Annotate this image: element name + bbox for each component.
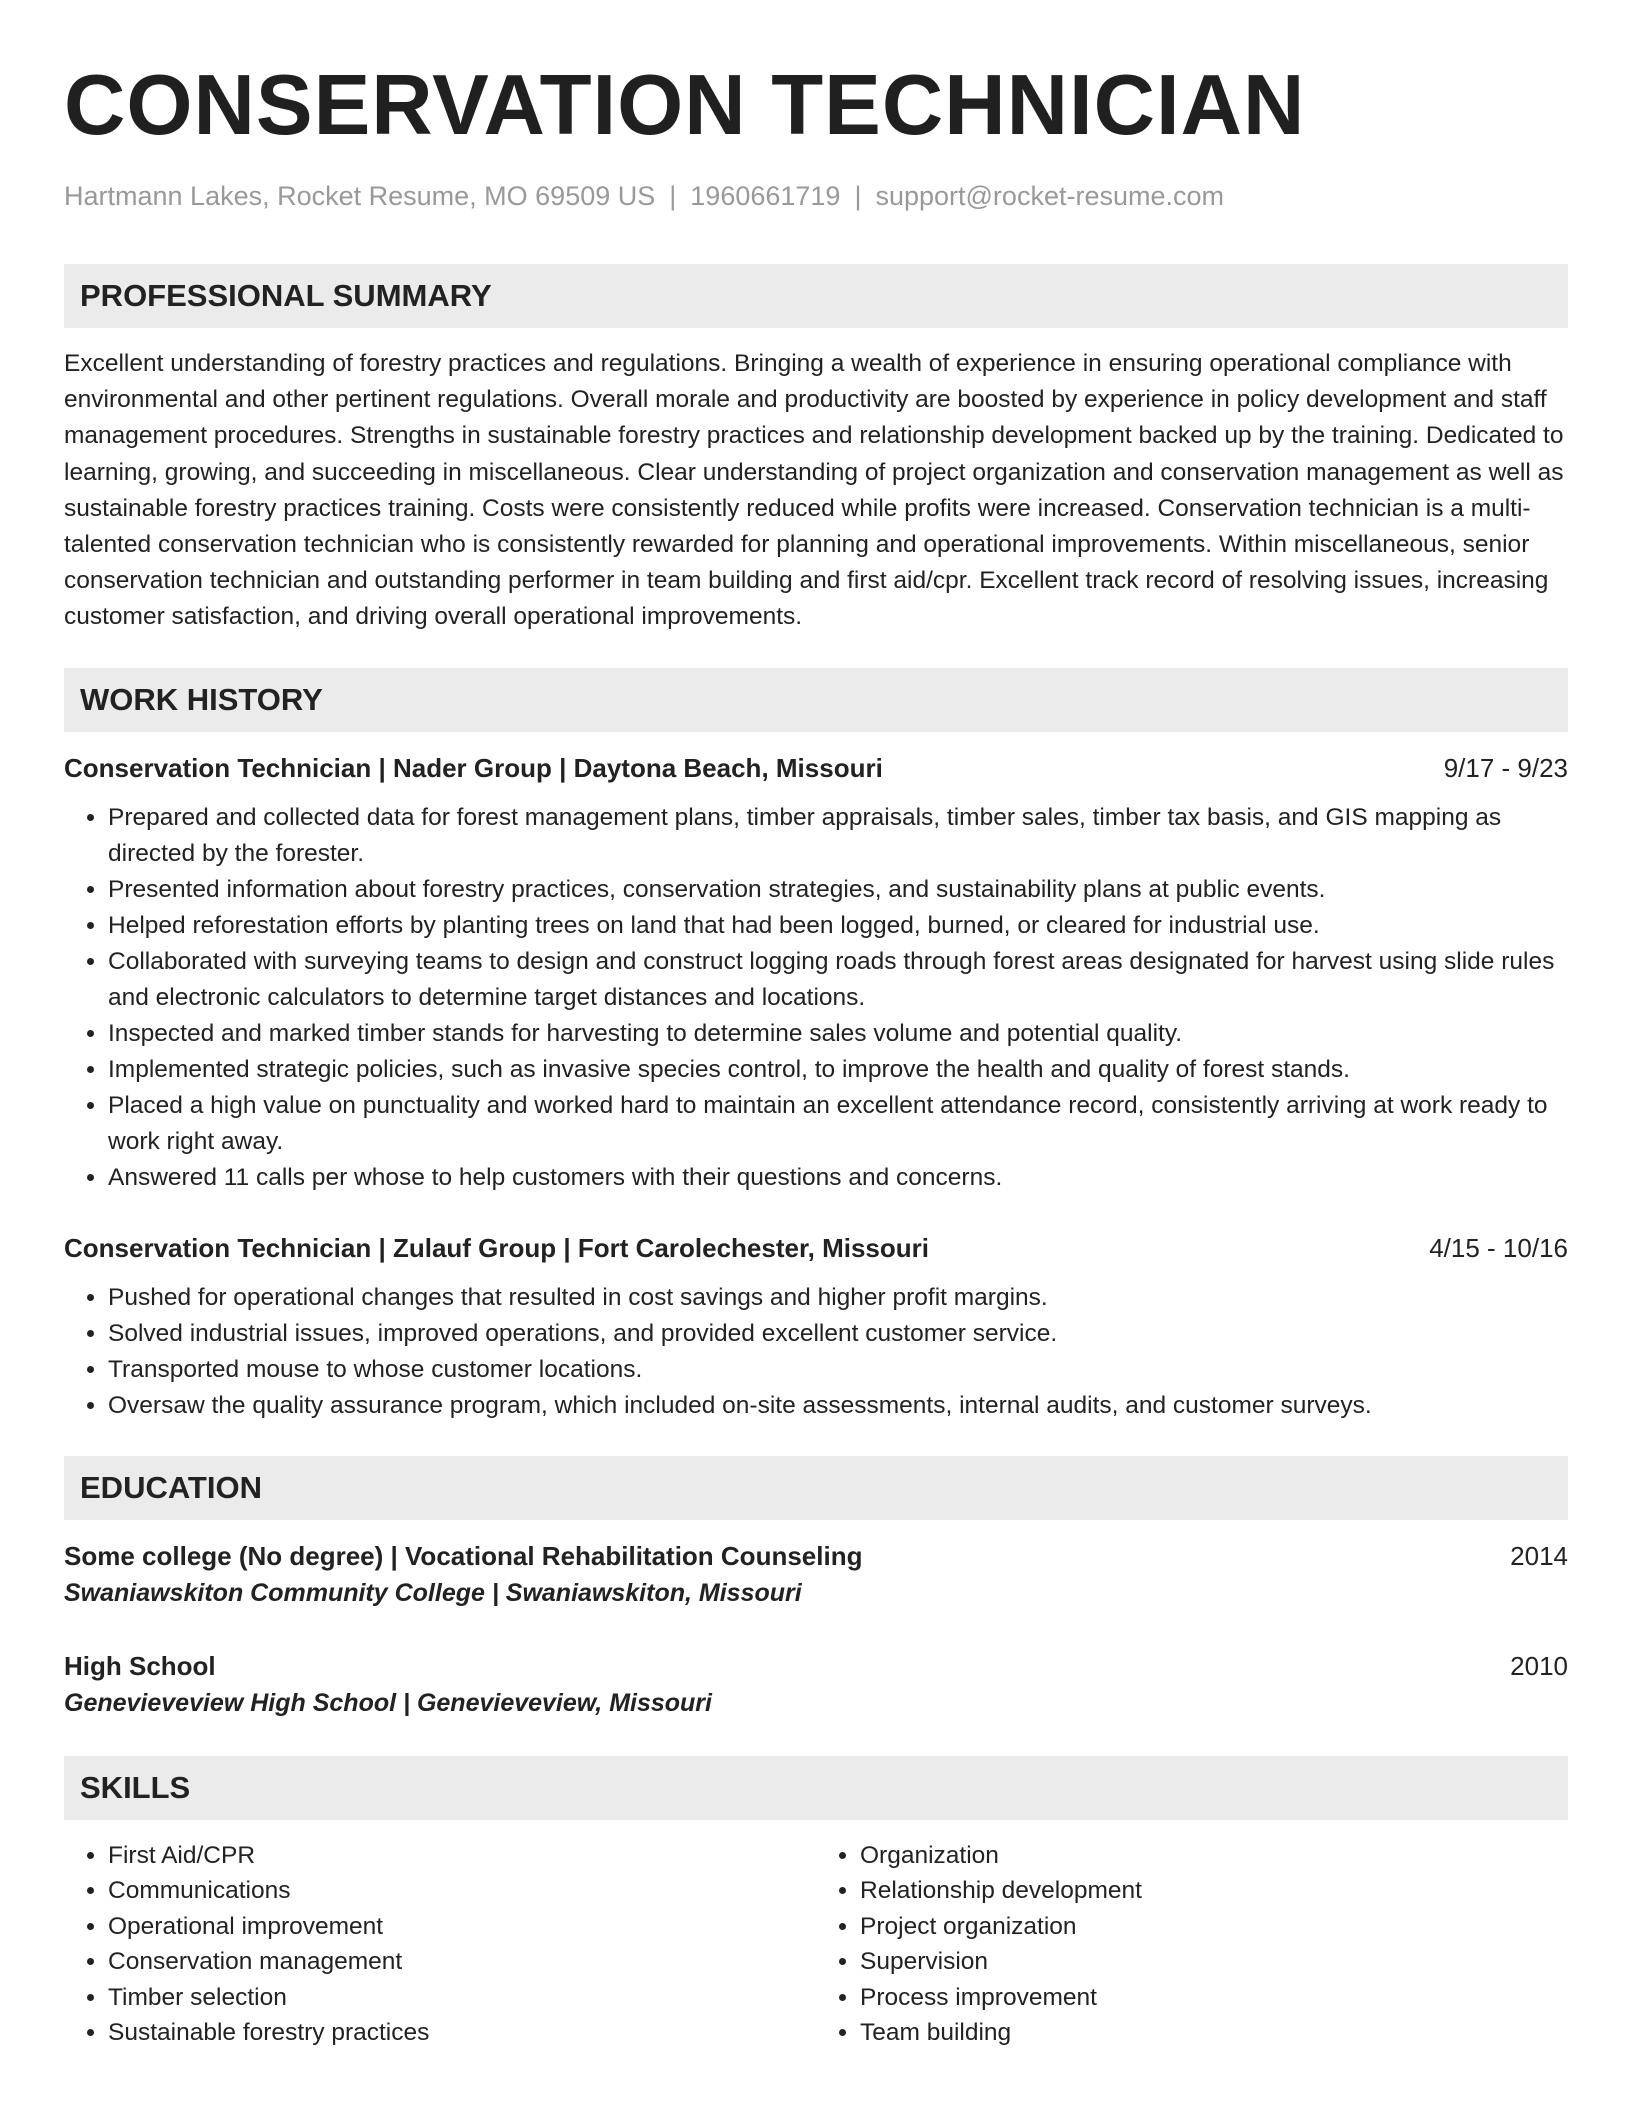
job-bullet: • Helped reforestation efforts by planting trees on land that had been logged, burned, or cleared for industrial use. [108, 908, 1568, 944]
resume-name: CONSERVATION TECHNICIAN [64, 58, 1306, 153]
skills-list-right [816, 1838, 1568, 2051]
education-year: 2014 [1510, 1540, 1568, 1571]
job-bullet: • Pushed for operational changes that resulted in cost savings and higher profit margins. [108, 1280, 1568, 1316]
skill-item: • Process improvement [860, 1980, 1568, 2016]
skill-item: • Communications [108, 1873, 816, 1909]
education-school: Swaniawskiton Community College | Swaniawskiton, Missouri [64, 1578, 802, 1607]
job-bullet: • Prepared and collected data for forest management plans, timber appraisals, timber sales, timber tax basis, and GIS mapping as directed by the forester. [108, 800, 1568, 872]
job-dates: 4/15 - 10/16 [1429, 1232, 1568, 1263]
job-bullet: • Collaborated with surveying teams to design and construct logging roads through forest areas designated for harvest using slide rules and electronic calculators to determine target distances and locations. [108, 944, 1568, 1016]
section-header-skills: SKILLS [64, 1756, 1568, 1820]
job-entry [64, 1230, 1568, 1424]
education-entry [64, 1538, 1568, 1612]
job-bullet-list [64, 1280, 1568, 1424]
summary-text: Excellent understanding of forestry practices and regulations. Bringing a wealth of experience in ensuring operational compliance with environmental and other pertinent regulations. Overall morale and productivity are boosted by experience in policy development and staff management procedures. Strengths in sustainable forestry practices and relationship development backed up by the training. Dedicated to learning, growing, and succeeding in miscellaneous. Clear understanding of project organization and conservation management as well as sustainable forestry practices training. Costs were consistently reduced while profits were increased. Conservation technician is a multi-talented conservation technician who is consistently rewarded for planning and operational improvements. Within miscellaneous, senior conservation technician and outstanding performer in team building and first aid/cpr. Excellent track record of resolving issues, increasing customer satisfaction, and driving overall operational improvements. [64, 350, 1564, 631]
section-header-summary: PROFESSIONAL SUMMARY [64, 264, 1568, 328]
contact-phone: 1960661719 [690, 181, 841, 211]
job-entry [64, 750, 1568, 1196]
job-bullet: • Implemented strategic policies, such as invasive species control, to improve the health and quality of forest stands. [108, 1052, 1568, 1088]
skill-item: • Conservation management [108, 1944, 816, 1980]
contact-address: Hartmann Lakes, Rocket Resume, MO 69509 US [64, 181, 656, 211]
job-bullet: • Inspected and marked timber stands for harvesting to determine sales volume and potential quality. [108, 1016, 1568, 1052]
contact-email[interactable]: support@rocket-resume.com [875, 181, 1224, 211]
skills-list-left [64, 1838, 816, 2051]
skill-item: • First Aid/CPR [108, 1838, 816, 1874]
skill-item: • Operational improvement [108, 1909, 816, 1945]
job-bullet: • Answered 11 calls per whose to help customers with their questions and concerns. [108, 1160, 1568, 1196]
job-bullet-list [64, 800, 1568, 1196]
section-header-work-history: WORK HISTORY [64, 668, 1568, 732]
job-dates: 9/17 - 9/23 [1443, 752, 1568, 783]
contact-separator: | [669, 181, 677, 211]
section-header-education: EDUCATION [64, 1456, 1568, 1520]
education-entry [64, 1648, 1568, 1722]
education-degree: Some college (No degree) | Vocational Rehabilitation Counseling [64, 1540, 863, 1571]
education-school: Genevieveview High School | Genevieveview, Missouri [64, 1688, 712, 1717]
contact-separator: | [854, 181, 862, 211]
education-header [64, 1538, 1568, 1574]
skill-item: • Organization [860, 1838, 1568, 1874]
skill-item: • Supervision [860, 1944, 1568, 1980]
skill-item: • Team building [860, 2015, 1568, 2051]
job-header [64, 1230, 1568, 1266]
skill-item: • Relationship development [860, 1873, 1568, 1909]
contact-line [64, 178, 1568, 214]
skill-item: • Project organization [860, 1909, 1568, 1945]
education-header [64, 1648, 1568, 1684]
job-bullet: • Presented information about forestry practices, conservation strategies, and sustainability plans at public events. [108, 872, 1568, 908]
job-bullet: • Placed a high value on punctuality and worked hard to maintain an excellent attendance record, consistently arriving at work ready to work right away. [108, 1088, 1568, 1160]
job-bullet: • Transported mouse to whose customer locations. [108, 1352, 1568, 1388]
job-title: Conservation Technician | Zulauf Group | Fort Carolechester, Missouri [64, 1232, 929, 1263]
skill-item: • Timber selection [108, 1980, 816, 2016]
job-title: Conservation Technician | Nader Group | Daytona Beach, Missouri [64, 752, 883, 783]
job-header [64, 750, 1568, 786]
education-degree: High School [64, 1650, 216, 1681]
job-bullet: • Oversaw the quality assurance program, which included on-site assessments, internal audits, and customer surveys. [108, 1388, 1568, 1424]
skill-item: • Sustainable forestry practices [108, 2015, 816, 2051]
education-year: 2010 [1510, 1650, 1568, 1681]
job-bullet: • Solved industrial issues, improved operations, and provided excellent customer service. [108, 1316, 1568, 1352]
skills-columns [64, 1838, 1568, 2051]
